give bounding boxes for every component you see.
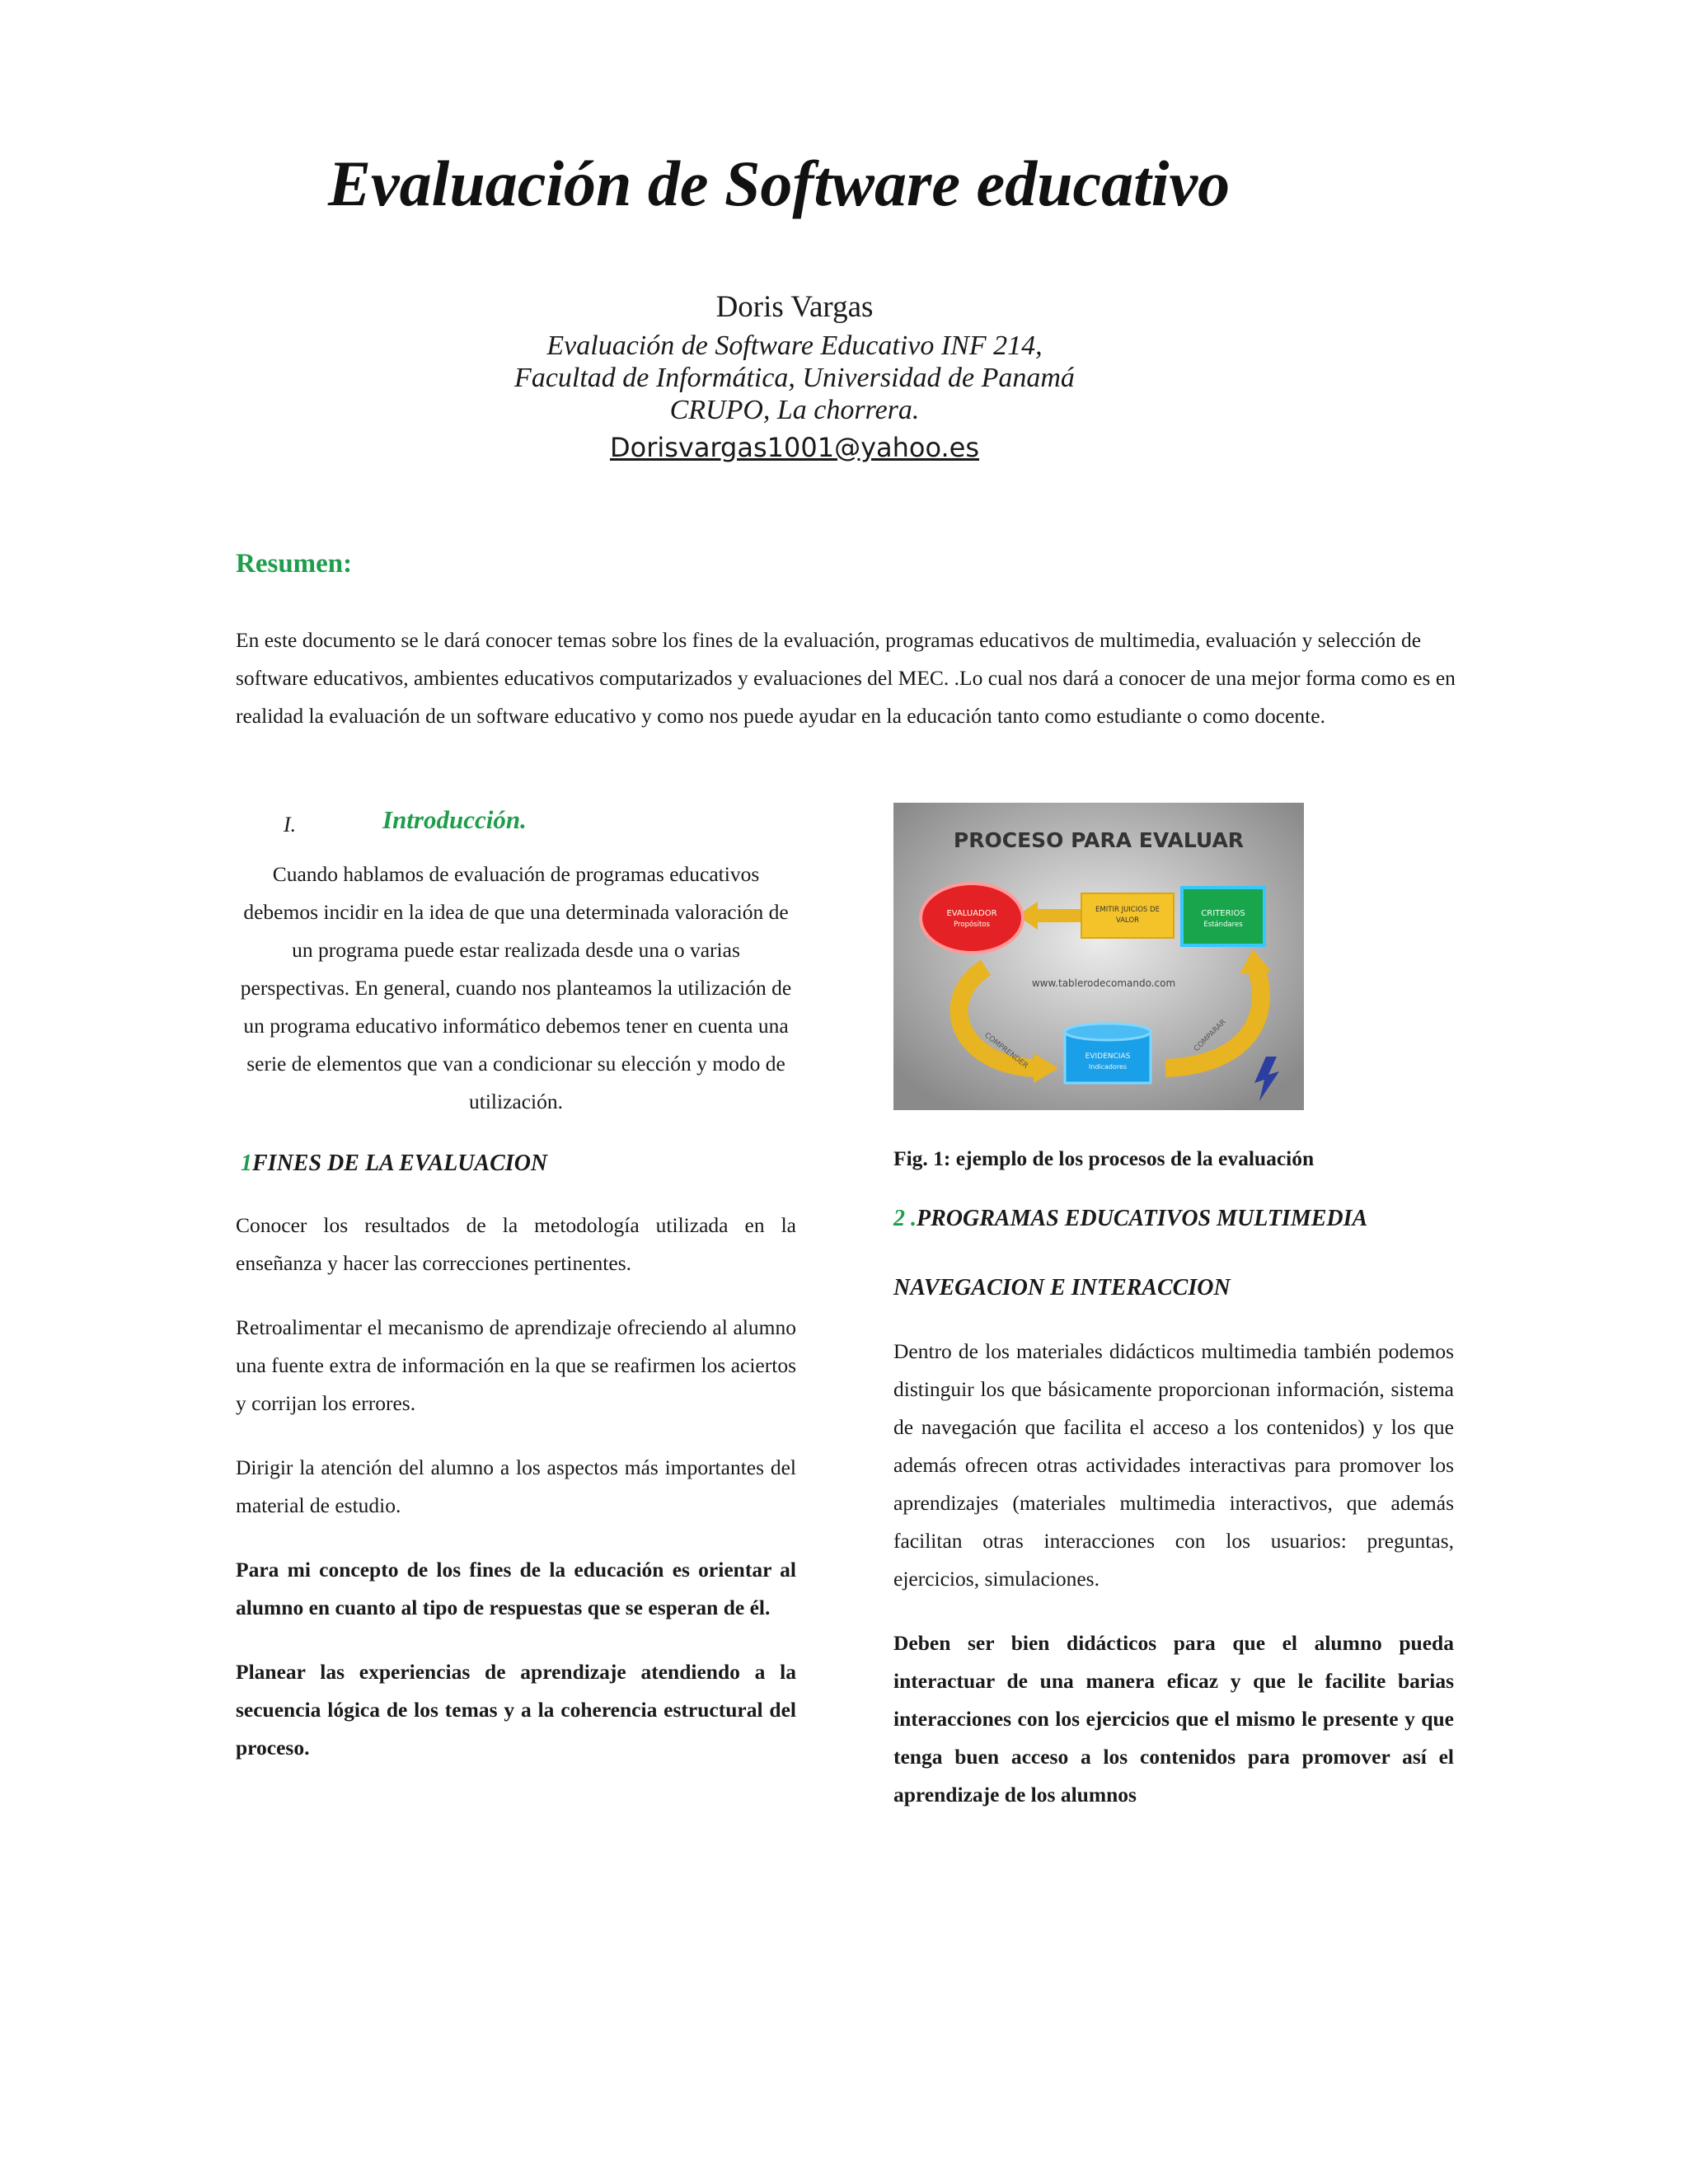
programas-paragraph: Dentro de los materiales didácticos multimedia también podemos distinguir los que básicamente proporcionan información, sistema de navegación que facilita el acceso a los contenidos) y los que además ofrecen otras actividades interactivas para promover los aprendizajes (materiales multimedia interactivos, que además facilitan otras interacciones con los usuarios: preguntas, ejercicios, simulaciones. <box>893 1339 1454 1591</box>
fines-bold-paragraph-1: Para mi concepto de los fines de la educación es orientar al alumno en cuanto al tipo de respuestas que se esperan de él. <box>236 1558 796 1619</box>
left-column <box>236 803 796 1767</box>
paper-title: Evaluación de Software educativo <box>328 148 1231 219</box>
programas-title: PROGRAMAS EDUCATIVOS MULTIMEDIA <box>917 1206 1368 1231</box>
right-column <box>893 803 1454 1814</box>
figure-caption: Fig. 1: ejemplo de los procesos de la evaluación <box>893 1146 1315 1170</box>
evaluador-node <box>921 883 1023 953</box>
author-email-link[interactable]: Dorisvargas1001@yahoo.es <box>609 432 980 463</box>
author-affiliation-course: Evaluación de Software Educativo INF 214, <box>546 330 1043 361</box>
fines-bold-paragraph-2: Planear las experiencias de aprendizaje atendiendo a la secuencia lógica de los temas y a la coherencia estructural del proceso. <box>236 1660 796 1760</box>
abstract-text: En este documento se le dará conocer temas sobre los fines de la evaluación, programas educativos de multimedia, evaluación y selección de software educativos, ambientes educativos computarizados y evaluaciones del MEC. .Lo cual nos dará a conocer de una mejor forma como es en realidad la evaluación de un software educativo y como nos puede ayudar en la educación tanto como estudiante o como docente. <box>236 628 1456 728</box>
author-affiliation-faculty: Facultad de Informática, Universidad de Panamá <box>514 363 1075 393</box>
criterios-label: CRITERIOS <box>1201 909 1245 918</box>
programas-number: 2 . <box>893 1206 917 1231</box>
emitir-label: EMITIR JUICIOS DE <box>1095 906 1160 914</box>
criterios-sublabel: Estándares <box>1203 921 1243 929</box>
evidencias-label: EVIDENCIAS <box>1085 1052 1131 1061</box>
programas-bold-paragraph: Deben ser bien didácticos para que el alumno pueda interactuar de una manera eficaz y que le facilite barias interacciones con los ejercicios que el mismo le presente y que tenga buen acceso a los contenidos para promover así el aprendizaje de los alumnos <box>893 1631 1454 1807</box>
process-figure <box>893 803 1304 1110</box>
figure-url: www.tablerodecomando.com <box>1031 977 1176 989</box>
evidencias-sublabel: Indicadores <box>1088 1063 1128 1071</box>
evidencias-top <box>1065 1024 1151 1040</box>
intro-number: I. <box>284 813 297 837</box>
author-affiliation-location: CRUPO, La chorrera. <box>669 395 920 425</box>
programas-heading <box>893 1206 1454 1232</box>
abstract-heading: Resumen: <box>236 549 353 579</box>
evaluador-label: EVALUADOR <box>946 909 997 918</box>
process-diagram <box>893 803 1304 1110</box>
comprender-label: COMPRENDER <box>982 1031 1029 1071</box>
fines-paragraph-3: Dirigir la atención del alumno a los aspectos más importantes del material de estudio. <box>236 1455 796 1517</box>
emitir-node <box>1081 893 1174 938</box>
fines-number: 1 <box>241 1151 252 1176</box>
emitir-label-line2: VALOR <box>1115 916 1140 925</box>
comparar-label: COMPARAR <box>1193 1018 1228 1054</box>
intro-heading <box>236 803 796 846</box>
intro-title: Introducción. <box>382 805 527 834</box>
fines-paragraph-2: Retroalimentar el mecanismo de aprendizaje ofreciendo al alumno una fuente extra de información en la que se reafirmen los aciertos y corrijan los errores. <box>236 1315 796 1415</box>
evaluador-sublabel: Propósitos <box>954 921 990 929</box>
fines-heading <box>236 1151 796 1177</box>
intro-text: Cuando hablamos de evaluación de programas educativos debemos incidir en la idea de que una determinada valoración de un programa puede estar realizada desde una o varias perspectivas. En general, cuando nos planteamos la utilización de un programa educativo informático debemos tener en cuenta una serie de elementos que van a condicionar su elección y modo de utilización. <box>240 862 792 1113</box>
programas-subheading: NAVEGACION E INTERACCION <box>893 1275 1231 1301</box>
author-block <box>349 285 1240 464</box>
fines-title: FINES DE LA EVALUACION <box>252 1151 548 1176</box>
author-name: Doris Vargas <box>715 290 874 324</box>
figure-title: PROCESO PARA EVALUAR <box>953 828 1245 852</box>
fines-paragraph-1: Conocer los resultados de la metodología utilizada en la enseñanza y hacer las correcciones pertinentes. <box>236 1213 796 1275</box>
